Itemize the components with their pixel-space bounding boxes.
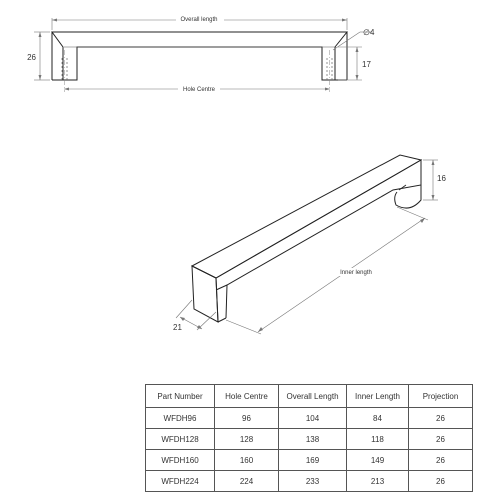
cell-projection: 26	[409, 429, 473, 450]
hole-diameter-value: 4	[370, 28, 375, 37]
cell-projection: 26	[409, 408, 473, 429]
handle-front-outline	[52, 32, 347, 80]
cell-inner-length: 149	[347, 450, 409, 471]
cell-hole-centre: 224	[215, 471, 279, 492]
overall-length-label: Overall length	[180, 17, 218, 23]
header-hole-centre: Hole Centre	[215, 385, 279, 408]
cell-part-number: WFDH96	[146, 408, 215, 429]
hole-centre-label: Hole Centre	[182, 87, 216, 93]
cell-overall-length: 138	[279, 429, 347, 450]
table-row	[146, 471, 473, 492]
cell-overall-length: 233	[279, 471, 347, 492]
handle-top-face	[192, 155, 421, 278]
perspective-dimension-labels	[173, 174, 446, 332]
specification-table	[145, 384, 473, 492]
cell-overall-length: 169	[279, 450, 347, 471]
table-row	[146, 429, 473, 450]
handle-side-face	[216, 160, 421, 290]
table-row	[146, 408, 473, 429]
front-dimension-labels	[27, 14, 375, 94]
hole-depth-value: 17	[362, 60, 371, 69]
perspective-view	[192, 155, 421, 322]
table-row	[146, 450, 473, 471]
height-value: 16	[437, 174, 446, 183]
projection-value: 26	[27, 53, 36, 62]
front-dimensions	[34, 18, 372, 89]
cell-part-number: WFDH128	[146, 429, 215, 450]
cell-inner-length: 84	[347, 408, 409, 429]
hole-diameter-symbol: ∅	[363, 28, 370, 37]
cell-hole-centre: 128	[215, 429, 279, 450]
header-projection: Projection	[409, 385, 473, 408]
handle-near-leg-underside	[226, 285, 227, 318]
cell-projection: 26	[409, 471, 473, 492]
cell-part-number: WFDH224	[146, 471, 215, 492]
cell-part-number: WFDH160	[146, 450, 215, 471]
front-view	[52, 32, 347, 80]
cell-projection: 26	[409, 450, 473, 471]
perspective-arrowheads	[180, 160, 435, 332]
header-part-number: Part Number	[146, 385, 215, 408]
cell-overall-length: 104	[279, 408, 347, 429]
width-value: 21	[173, 323, 182, 332]
table-header-row	[146, 385, 473, 408]
cell-inner-length: 118	[347, 429, 409, 450]
cell-hole-centre: 96	[215, 408, 279, 429]
front-arrowheads	[39, 19, 359, 91]
screw-holes-hidden	[62, 58, 332, 80]
header-inner-length: Inner Length	[347, 385, 409, 408]
handle-near-leg-inner	[218, 318, 226, 322]
handle-near-leg-front	[216, 278, 218, 322]
cell-hole-centre: 160	[215, 450, 279, 471]
perspective-dimensions	[176, 160, 438, 334]
header-overall-length: Overall Length	[279, 385, 347, 408]
inner-length-label: Inner length	[340, 270, 372, 276]
cell-inner-length: 213	[347, 471, 409, 492]
